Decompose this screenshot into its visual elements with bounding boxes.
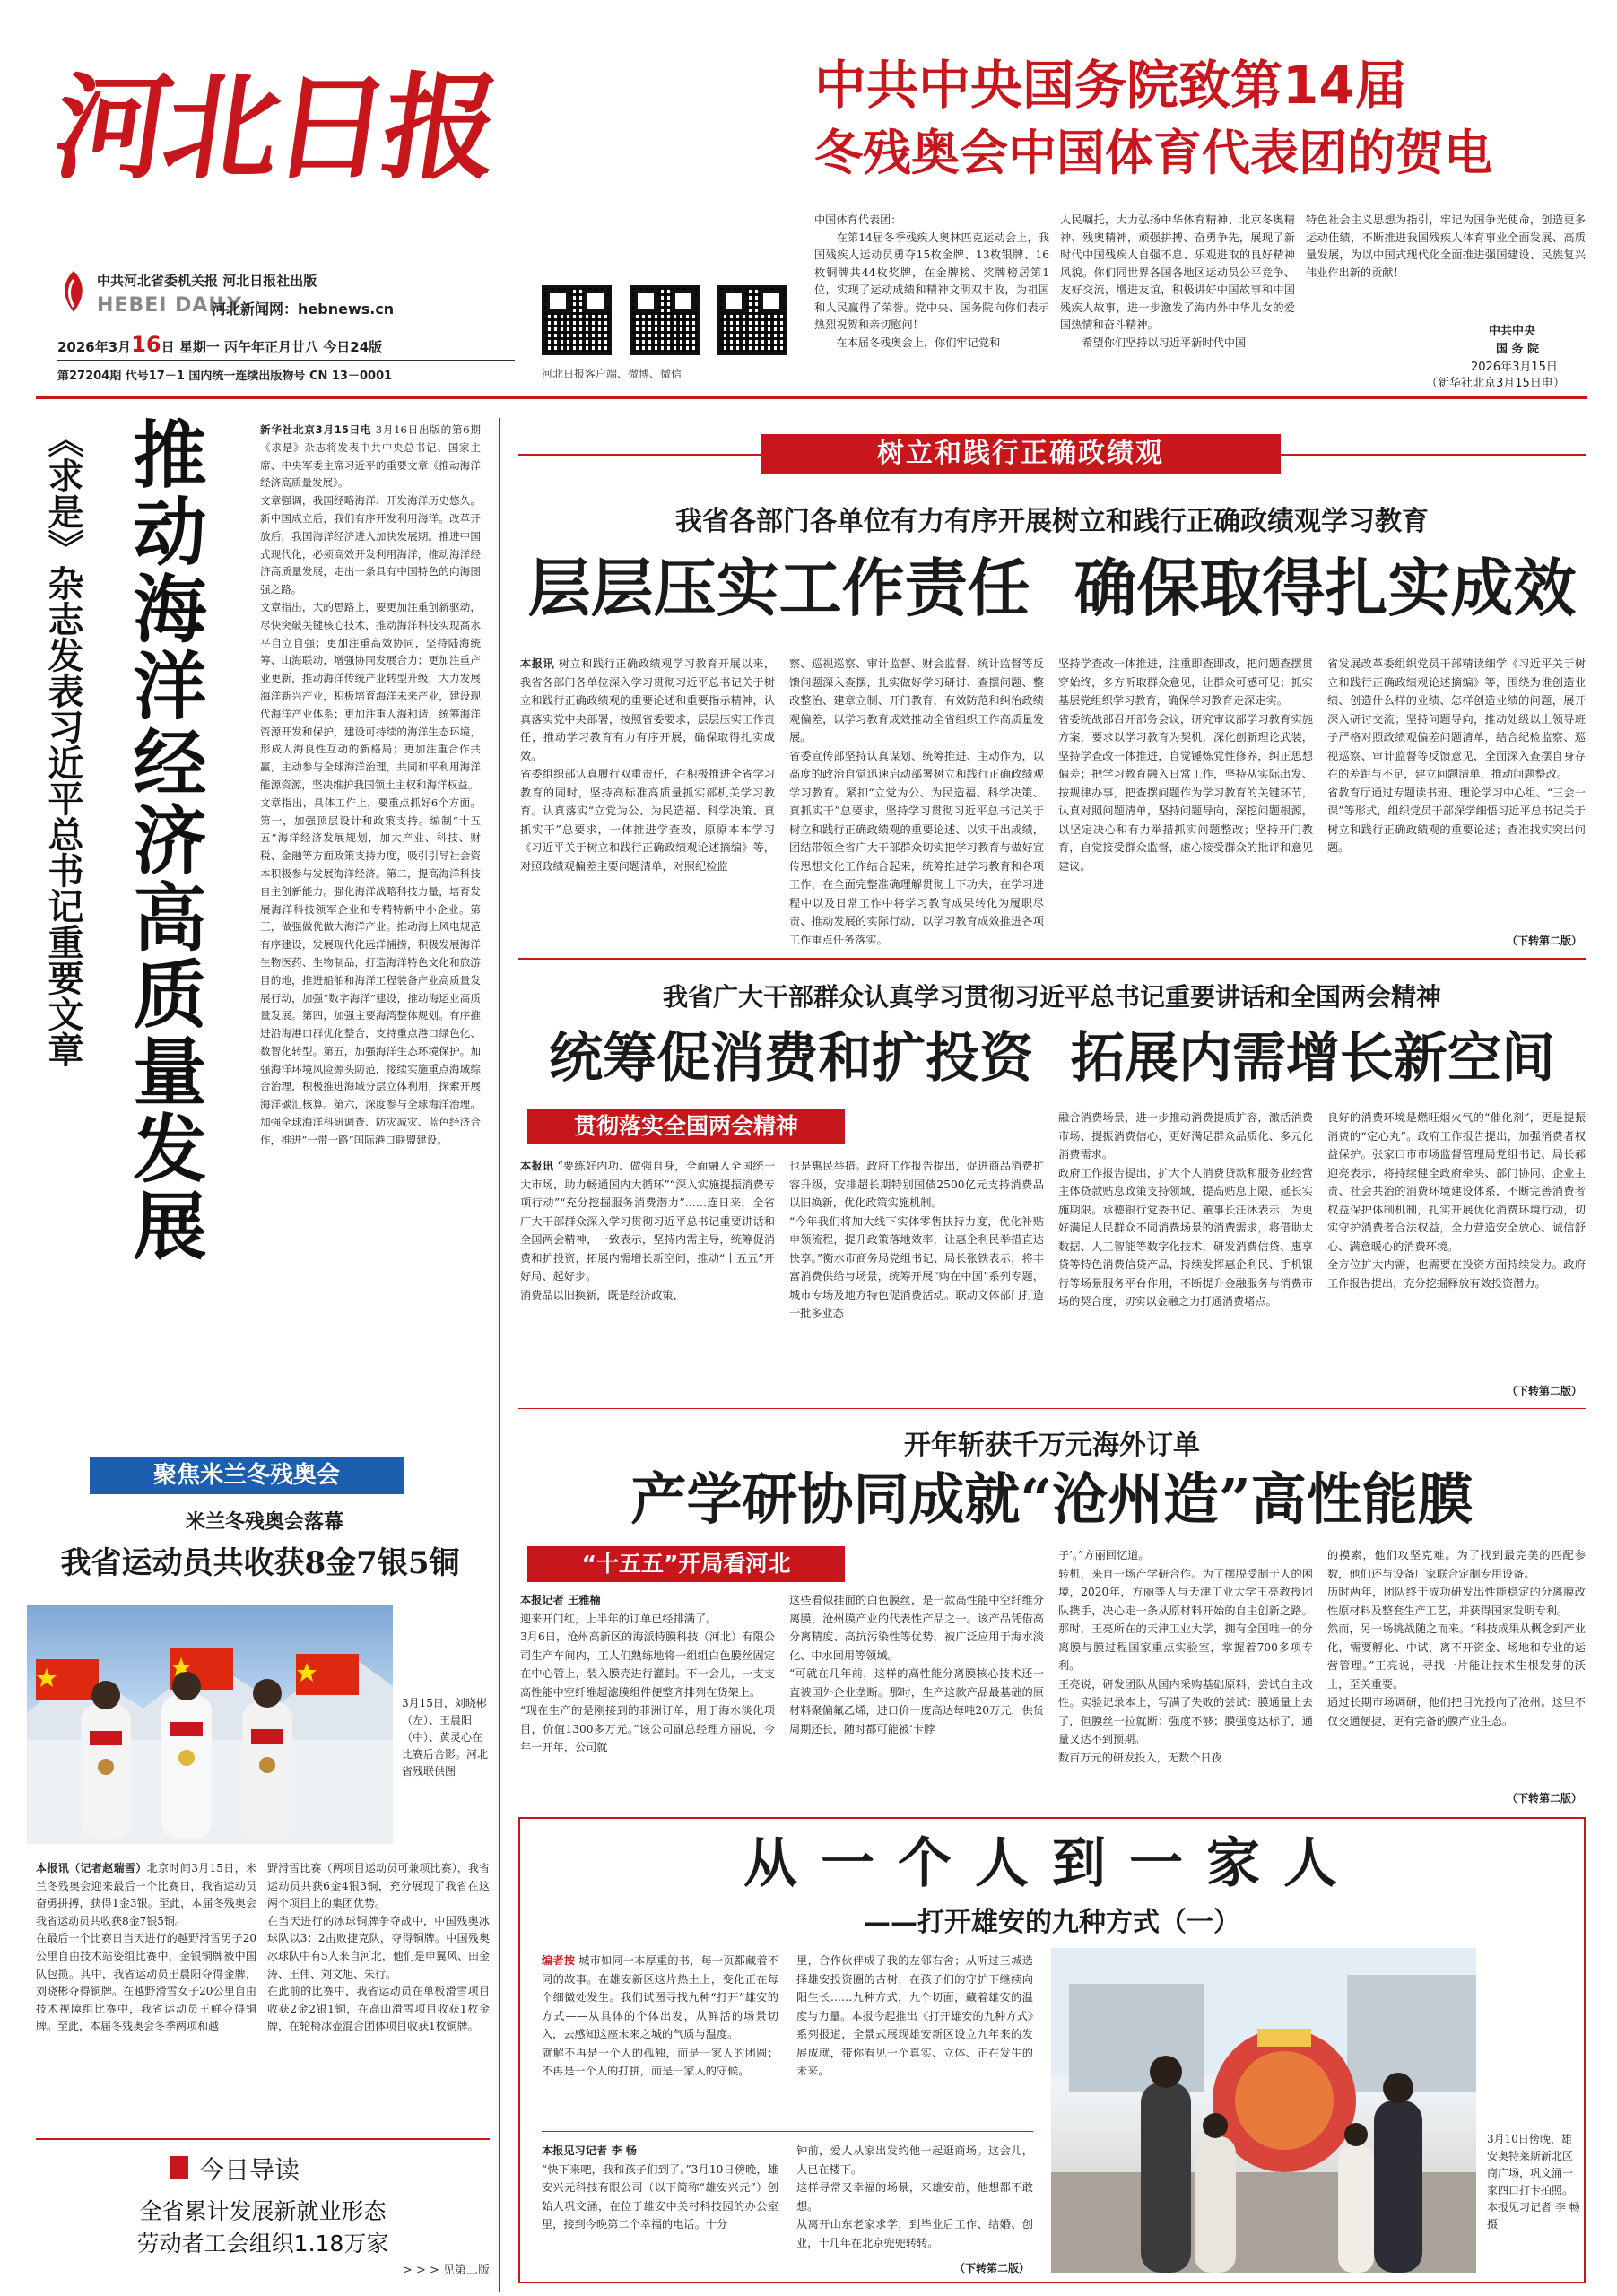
story3-col-2: 这些看似挂面的白色膜丝，是一款高性能中空纤维分离膜，沧州膜产业的代表性产品之一。该产品凭借高分离精度、高抗污染性等优势，被广泛应用于海水淡化、中水回用等领域。 “可就在几年前，这样的高性能分离膜核心技术还一直被国外企业垄断。那时，生产这款产品最基础的原材料聚偏氟乙烯，进口价一度高达每吨20万元，供货周期还长，随时都可能被‘卡脖 <box>789 1594 1044 1735</box>
story2-col-1 <box>520 1157 775 1399</box>
paralympics-photo <box>27 1605 393 1844</box>
story1-banner-rule-right <box>1281 454 1586 456</box>
story3-byline: 本报记者 王雅楠 <box>520 1594 601 1606</box>
story3-banner: “十五五”开局看河北 <box>527 1546 845 1582</box>
telegram-col-3: 特色社会主义思想为指引，牢记为国争光使命，创造更多运动佳绩，不断推进我国残疾人体育事业全面发展、高质量发展，为以中国式现代化全面推进强国建设、民族复兴伟业作出新的贡献！ <box>1306 213 1586 279</box>
story4-editor-note-text-1: 城市如同一本厚重的书，每一页都藏着不同的故事。在雄安新区这片热土上，变化正在每个细微处发生。我们试图寻找九种“打开”雄安的方式——从具体的个体出发，从鲜活的场景切入，去感知这座未来之城的气质与温度。 就解不再是一个人的孤独，而是一家人的团圆；不再是一个人的打拼，而是一家人的守候。 <box>542 1954 778 2077</box>
story1-banner: 树立和践行正确政绩观 <box>761 434 1281 474</box>
telegram-col-2: 人民嘱托，大力弘扬中华体育精神、北京冬奥精神、残奥精神，顽强拼搏、奋勇争先，展现了新时代中国残疾人自强不息、乐观进取的良好精神风貌。你们同世界各国各地区运动员公平竞争、友好交流，增进友谊，积极讲好中国故事和中国残疾人故事，进一步激发了海内外中华儿女的爱国热情和奋斗精神。 希望你们坚持以习近平新时代中国 <box>1060 213 1295 349</box>
story4-continued[interactable]: （下转第二版） <box>954 2262 1030 2274</box>
issue-date <box>57 332 382 357</box>
story2-bottom-rule <box>518 1408 1586 1409</box>
story4-byline: 本报见习记者 李 畅 <box>542 2144 637 2157</box>
top-rule <box>36 396 1587 399</box>
story3-col-1 <box>520 1591 775 1806</box>
story1-byline: 本报讯 <box>520 657 555 670</box>
story4-col-2: 钟前，爱人从家出发约他一起逛商场。这会儿，人已在楼下。 这样寻常又幸福的场景，来雄安前，他想都不敢想。 从离开山东老家求学，到毕业后工作、结婚、创业，十几年在北京兜兜转转。 <box>796 2144 1033 2249</box>
guide-item-1[interactable]: 全省累计发展新就业形态 <box>139 2198 387 2224</box>
telegram-signature-2: 国 务 院 <box>1496 343 1540 356</box>
masthead-rule <box>57 360 515 361</box>
story2-kicker: 我省广大干部群众认真学习贯彻习近平总书记重要讲话和全国两会精神 <box>662 982 1441 1012</box>
paralympics-byline: 本报讯（记者赵瑞雪） <box>36 1862 147 1874</box>
feature-body <box>260 422 481 1444</box>
story2-banner: 贯彻落实全国两会精神 <box>527 1109 845 1144</box>
logo-emblem-icon <box>56 269 91 314</box>
website[interactable]: 河北新闻网：hebnews.cn <box>212 300 395 317</box>
issue-number: 第27204期 代号17－1 国内统一连续出版物号 CN 13－0001 <box>57 370 393 383</box>
story3-kicker: 开年斩获千万元海外订单 <box>904 1430 1200 1461</box>
story4-editor-label: 编者按 <box>542 1954 576 1967</box>
feature-dateline: 新华社北京3月15日电 <box>260 423 372 436</box>
sponsor-line: 中共河北省委机关报 河北日报社出版 <box>97 273 317 289</box>
story4-subhead: ——打开雄安的九种方式（一） <box>864 1907 1240 1938</box>
story2-continued[interactable]: （下转第二版） <box>1507 1385 1583 1397</box>
feature-subtitle: 《求是》杂志发表习近平总书记重要文章 <box>42 422 84 1067</box>
story2-col-4: 良好的消费环境是燃旺烟火气的“催化剂”，更是提振消费的“定心丸”。政府工作报告提出，加强消费者权益保护。张家口市市场监督管理局党组书记、局长郝迎亮表示，将持续健全政府牵头、部门协同、企业主责、社会共治的消费环境建设体系，不断完善消费者权益保护体制机制，扎实开展优化消费环境行动，切实守护消费者合法权益，全力营造安全放心、诚信舒心、满意暖心的消费环境。 全方位扩大内需，也需要在投资方面持续发力。政府工作报告提出，充分挖掘释放有效投资潜力。 <box>1327 1111 1586 1290</box>
story2-col-2: 也是惠民举措。政府工作报告提出，促进商品消费扩容升级，安排超长期特别国债2500亿元支持消费品以旧换新，优化政策实施机制。 “今年我们将加大线下实体零售扶持力度，优化补贴申领流程，提升政策落地效率，让惠企利民举措直达快享。”衡水市商务局党组书记、局长张铁表示，将丰富消费供给与场景，统筹开展“购在中国”系列专题，城市专场及地方特色促消费活动。联动文体部门打造一批多业态 <box>789 1160 1044 1319</box>
story2-byline: 本报讯 <box>520 1160 554 1172</box>
left-column-divider <box>499 418 500 2292</box>
guide-more-link[interactable]: > > > 见第二版 <box>402 2264 490 2277</box>
story3-col-4: 的摸索，他们攻坚克难。为了找到最完美的匹配参数，他们还与设备厂家联合定制专用设备。 历时两年，团队终于成功研发出性能稳定的分离膜改性原材料及整套生产工艺，并获得国家发明专利。 然而，另一场挑战随之而来。“科技成果从概念到产业化，需要孵化、中试，离不开资金、场地和专业的运营管理。”王亮说，寻找一片能让技术生根发芽的沃土，至关重要。 通过长期市场调研，他们把目光投向了沧州。这里不仅交通便捷，更有完备的膜产业生态。 <box>1327 1549 1586 1727</box>
guide-item-2[interactable]: 劳动者工会组织1.18万家 <box>136 2231 389 2257</box>
story4-note-rule <box>542 2131 1033 2132</box>
telegram-signature-date: 2026年3月15日 <box>1471 361 1558 374</box>
qr-code-weibo[interactable] <box>630 285 700 355</box>
guide-icon <box>170 2156 188 2179</box>
paralympics-kicker: 米兰冬残奥会落幕 <box>185 1511 343 1534</box>
feature-body-text: 3月16日出版的第6期《求是》杂志将发表中共中央总书记、国家主席、中央军委主席习近平的重要文章《推动海洋经济高质量发展》。 文章强调，我国经略海洋、开发海洋历史悠久。新中国成立后，我们有序开发利用海洋。改革开放后，我国海洋经济进入加快发展期。推进中国式现代化，必须高效开发利用海洋，推动海洋经济高质量发展，走出一条具有中国特色的向海图强之路。 文章指出，大的思路上，要更加注重创新驱动，尽快突破关键核心技术，推动海洋科技实现高水平自立自强；更加注重高效协同，坚持陆海统筹、山海联动，增强协同发展合力；更加注重产业更新，推动海洋传统产业转型升级，大力发展海洋新兴产业，积极培育海洋未来产业，建设现代海洋产业体系；更加注重人海和谐，统筹海洋资源开发和保护，建设可持续的海洋生态环境，形成人海良性互动的新格局；更加注重合作共赢，主动参与全球海洋治理，共同和平利用海洋能源资源，坚决维护我国领土主权和海洋权益。 文章指出，具体工作上，要重点抓好6个方面。第一，加强顶层设计和政策支持。编制“十五五”海洋经济发展规划，加大产业、科技、财税、金融等方面政策支持力度，吸引引导社会资本积极参与发展海洋经济。第二，提高海洋科技自主创新能力。强化海洋战略科技力量，培育发展海洋科技领军企业和专精特新中小企业。第三，做强做优做大海洋产业。推动海上风电规范有序建设，发展现代化远洋捕捞，积极发展海洋生物医药、生物制品，打造海洋特色文化和旅游目的地，推进船舶和海洋工程装备产业高质量发展行动，加强“数字海洋”建设，推动海运业高质量发展。第四，加强主要海湾整体规划。有序推进沿海港口群优化整合，支持重点港口绿色化、数智化转型。第五，加强海洋生态环境保护。加强海洋环境风险源头防范，接续实施重点海域综合治理，积极推进海域分层立体利用，探索开展海洋碳汇核算。第六，深度参与全球海洋治理。加强全球海洋科研调查、防灾减灾、蓝色经济合作，推进“一带一路”国际港口联盟建设。 <box>260 423 481 1146</box>
date-suffix: 日 星期一 丙午年正月廿八 今日24版 <box>161 339 383 355</box>
story1-col-3: 坚持学查改一体推进，注重即查即改，把问题查摆贯穿始终，多方听取群众意见，让群众可感可见；抓实基层党组织学习教育，确保学习教育走深走实。 省委统战部召开部务会议，研究审议部学习教育实施方案，要求以学习教育为契机，深化创新理论武装，坚持学查改一体推进，自觉锤炼党性修养，纠正思想偏差；把学习教育融入日常工作，坚持从实际出发、按规律办事，把查摆问题作为学习教育的关键环节，认真对照问题清单，坚持问题导向，深挖问题根源，以坚定决心和有力举措抓实问题整改；坚持开门教育，自觉接受群众监督，虚心接受群众的批评和意见建议。 <box>1058 657 1313 873</box>
qr-caption: 河北日报客户端、微博、微信 <box>542 368 682 380</box>
story4-editor-note-col-1 <box>542 1952 778 2122</box>
story2-headline: 统筹促消费和扩投资 拓展内需增长新空间 <box>549 1027 1555 1090</box>
story3-headline: 产学研协同成就“沧州造”高性能膜 <box>630 1466 1474 1532</box>
story3-col-3: 子’。”方丽回忆道。 转机，来自一场产学研合作。为了摆脱受制于人的困境，2020年，方丽等人与天津工业大学王亮教授团队携手，决心走一条从原材料开始的自主创新之路。那时，王亮所在的天津工业大学，拥有全国唯一的分离膜与膜过程国家重点实验室，掌握着700多项专利。 王亮说，研发团队从国内采购基础原料，尝试自主改性。实验记录本上，写满了失败的尝试：膜通量上去了，但膜丝一拉就断；强度不够；膜强度达标了，通量又达不到预期。 数百万元的研发投入，无数个日夜 <box>1058 1549 1313 1764</box>
paralympics-headline: 我省运动员共收获8金7银5铜 <box>60 1545 460 1581</box>
story4-col-1 <box>542 2142 778 2276</box>
telegram-headline-2: 冬残奥会中国体育代表团的贺电 <box>814 125 1492 181</box>
story4-editor-note-col-2: 里，合作伙伴成了我的左邻右舍；从听过三城选择雄安投资圈的古树，在孩子们的守护下继续向阳生长……九种方式，九个切面，藏着雄安的温度与力量。本报今起推出《打开雄安的九种方式》系列报道，全景式展现雄安新区设立九年来的发展成就，带你看见一个真实、立体、正在发生的未来。 <box>796 1954 1033 2077</box>
story4-photo-caption: 3月10日傍晚，雄安奥特莱斯新北区商广场，巩文涌一家四口打卡拍照。本报见习记者 李 畅摄 <box>1487 2133 1580 2231</box>
paralympics-col-1-text: 北京时间3月15日，米兰冬残奥会迎来最后一个比赛日，我省运动员奋勇拼搏，获得1金3银。至此，本届冬残奥会我省运动员共收获8金7银5铜。 在最后一个比赛日当天进行的越野滑雪男子20公里自由技术站姿组比赛中，金银铜牌被中国队包揽。其中，我省运动员王晨阳夺得金牌，刘晓彬夺得铜牌。在越野滑雪女子20公里自由技术视障组比赛中，我省运动员王鲜夺得铜牌。至此，本届冬残奥会冬季两项和越 <box>36 1862 256 2033</box>
story2-col-1-text: “要练好内功、做强自身，全面融入全国统一大市场，助力畅通国内大循环”“深入实施提振消费专项行动”“充分挖掘服务消费潜力”……连日来，全省广大干部群众深入学习贯彻习近平总书记重要讲话和全国两会精神，一致表示，坚持内需主导，统筹促消费和扩投资，拓展内需增长新空间，推动“十五五”开好局、起好步。 消费品以旧换新，既是经济政策， <box>520 1160 775 1301</box>
story1-bottom-rule <box>518 958 1586 960</box>
date-day: 16 <box>131 332 161 357</box>
telegram-source: （新华社北京3月15日电） <box>1426 377 1565 390</box>
telegram-col-1: 中国体育代表团： 在第14届冬季残疾人奥林匹克运动会上，我国残疾人运动员勇夺15枚金牌、13枚银牌、16枚铜牌共44枚奖牌，在金牌榜、奖牌榜居第1位，实现了运动成绩和精神文明双丰收，为祖国和人民赢得了荣誉。党中央、国务院向你们表示热烈祝贺和亲切慰问！ 在本届冬残奥会上，你们牢记党和 <box>814 213 1049 349</box>
date-prefix: 2026年3月 <box>57 339 132 355</box>
qr-code-app[interactable] <box>542 285 612 355</box>
english-name: HEBEI DAILY <box>97 294 243 317</box>
telegram-signature-1: 中共中央 <box>1489 325 1536 338</box>
masthead-logo: 河北日报 <box>46 61 503 196</box>
qr-code-wechat[interactable] <box>717 285 787 355</box>
telegram-headline-1: 中共中央国务院致第14届 <box>814 55 1407 116</box>
paralympics-photo-caption: 3月15日，刘晓彬（左）、王晨阳（中）、黄灵心在比赛后合影。河北省残联供图 <box>402 1697 489 1778</box>
story3-continued[interactable]: （下转第二版） <box>1507 1792 1583 1805</box>
story4-col-1-text: “快下来吧，我和孩子们到了。”3月10日傍晚，雄安兴元科技有限公司（以下简称“雄安兴元”）创始人巩文涌，在位于雄安中关村科技园的办公室里，接到今晚第二个幸福的电话。十分 <box>542 2162 778 2231</box>
story1-col-1 <box>520 655 775 951</box>
story1-col-4: 省发展改革委组织党员干部精读细学《习近平关于树立和践行正确政绩观论述摘编》等，围绕为谁创造业绩、创造什么样的业绩、怎样创造业绩的问题，展开深入研讨交流；坚持问题导向，推动处级以上领导班子严格对照政绩观偏差问题清单，结合纪检监察、巡视巡察、审计监督等反馈意见，全面深入查摆自身存在的差距与不足，建立问题清单，推动问题整改。 省教育厅通过专题读书班、理论学习中心组、“三会一课”等形式，组织党员干部深学细悟习近平总书记关于树立和践行正确政绩观的重要论述；查准找实突出问题。 <box>1327 657 1586 854</box>
paralympics-banner: 聚焦米兰冬残奥会 <box>90 1457 404 1494</box>
guide-title: 今日导读 <box>199 2155 300 2185</box>
feature-title: 推动海洋经济高质量发展 <box>121 416 206 1265</box>
story3-col-1-text: 迎来开门红，上半年的订单已经排满了。 3月6日，沧州高新区的海派特膜科技（河北）有限公司生产车间内，工人们熟练地将一组组白色膜丝固定在中心管上，装入膜壳进行灌封。不一会儿，一支支高性能中空纤维超滤膜组件便整齐排列在货架上。 “现在生产的是刚接到的菲洲订单，用于海水淡化项目，价值1300多万元。”该公司副总经理方丽说，今年一开年，公司就 <box>520 1612 775 1753</box>
story1-kicker: 我省各部门各单位有力有序开展树立和践行正确政绩观学习教育 <box>675 506 1429 537</box>
story1-col-2: 察、巡视巡察、审计监督、财会监督、统计监督等反馈问题深入查摆，扎实做好学习研讨、查摆问题、整改整治、建章立制、开门教育，有效防范和纠治政绩观偏差，以学习教育成效推动全省组织工作高质量发展。 省委宣传部坚持认真谋划、统筹推进、主动作为，以高度的政治自觉迅速启动部署树立和践行正确政绩观学习教育。紧扣“立党为公、为民造福、科学决策、真抓实干”总要求，坚持学习贯彻习近平总书记关于树立和践行正确政绩观的重要论述、以实干出成绩，团结带领全省广大干部群众切实把学习教育与做好宣传思想文化工作结合起来，统筹推进学习教育和各项工作，在全面完整准确理解贯彻上下功夫，在学习进程中以及日常工作中将学习教育成果转化为履职尽责、推动发展的实际行动，以学习教育成效推进各项工作重点任务落实。 <box>789 657 1044 946</box>
paralympics-col-2: 野滑雪比赛（两项目运动员可兼项比赛），我省运动员共获6金4银3铜，充分展现了我省在这两个项目上的集团优势。 在当天进行的冰球铜牌争夺战中，中国残奥冰球队以3：2击败捷克队，夺得铜牌。中国残奥冰球队中有5人来自河北，他们是申翼风、田金涛、王伟、刘文旭、朱行。 在此前的比赛中，我省运动员在单板滑雪项目收获2金2银1铜，在高山滑雪项目收获1枚金牌，在轮椅冰壶混合团体项目收获1枚铜牌。 <box>267 1862 490 2033</box>
story1-headline: 层层压实工作责任 确保取得扎实成效 <box>527 551 1577 625</box>
story4-headline: 从一个人到一家人 <box>743 1832 1361 1895</box>
guide-box[interactable] <box>36 2138 490 2282</box>
story2-col-3: 融合消费场景，进一步推动消费提质扩容，激活消费市场、提振消费信心，更好满足群众品质化、多元化消费需求。 政府工作报告提出，扩大个人消费贷款和服务业经营主体贷款贴息政策支持领域，提高贴息上限，延长实施期限。承德银行党委书记、董事长汪沐表示，为更好满足人民群众不同消费场景的消费需求，将借助大数据、人工智能等数字化技术，研发消费信贷、惠享贷等特色消费信贷产品，持续发挥惠企利民、手机银行等场景服务平台作用，不断提升金融服务与消费市场的契合度，切实以金融之力打通消费堵点。 <box>1058 1111 1313 1308</box>
story1-continued[interactable]: （下转第二版） <box>1507 935 1583 947</box>
paralympics-col-1 <box>36 1860 256 2129</box>
story1-banner-rule-left <box>518 454 761 456</box>
story1-col-1-text: 树立和践行正确政绩观学习教育开展以来，我省各部门各单位深入学习贯彻习近平总书记关于树立和践行正确政绩观的重要论述和重要指示精神，认真落实党中央部署，按照省委要求，层层压实工作责任，推动学习教育有力有序开展，确保取得扎实成效。 省委组织部认真履行双重责任，在积极推进全省学习教育的同时，坚持高标准高质量抓实部机关学习教育。认真落实“立党为公、为民造福、科学决策、真抓实干”总要求，一体推进学查改，原原本本学习《习近平关于树立和践行正确政绩观论述摘编》等，对照政绩观偏差主要问题清单，对照纪检监 <box>520 657 775 873</box>
story4-photo <box>1051 1948 1476 2273</box>
